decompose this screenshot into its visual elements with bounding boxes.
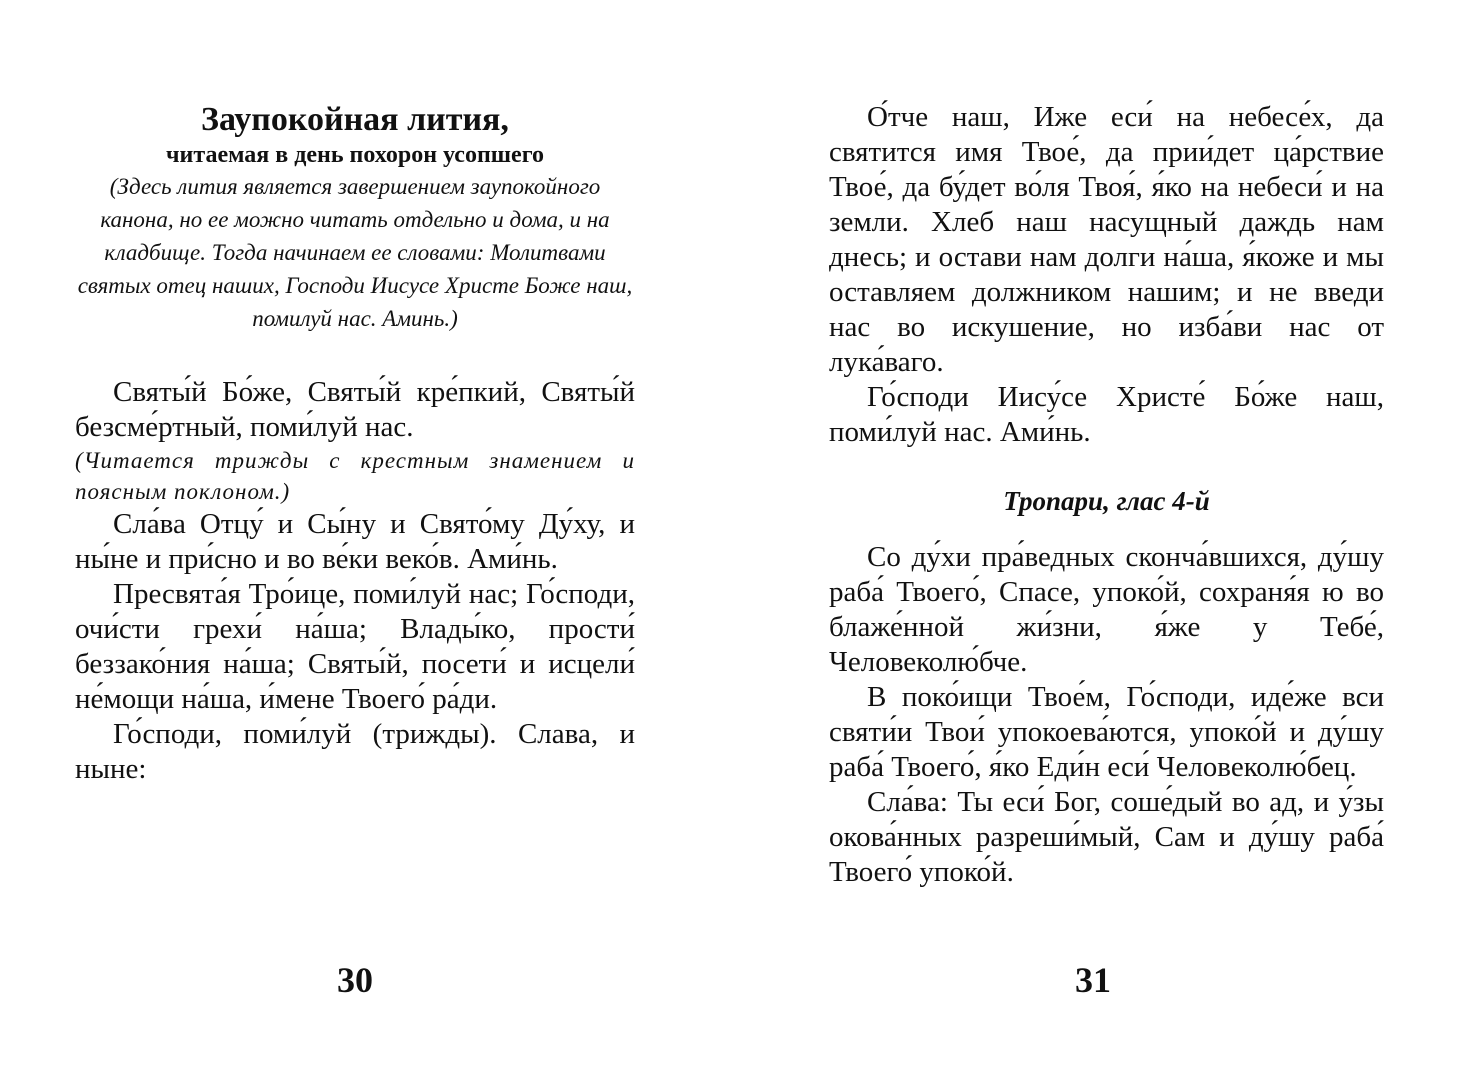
- troparion-3: Сла́ва: Ты еси́ Бог, соше́дый во ад, и у́зы окова́нных разреши́мый, Сам и ду́шу раба́ Твоего́ упоко́й.: [829, 786, 1384, 888]
- page-number-right: 31: [1075, 960, 1111, 1000]
- paragraph-lord-have-mercy: Го́споди, поми́луй (трижды). Слава, и ныне:: [75, 718, 635, 785]
- rubric-note: (Читается трижды с крестным знамением и поясным поклоном.): [75, 448, 635, 504]
- page-title: Заупокойная лития,: [201, 101, 509, 138]
- right-page: [741, 0, 1481, 1080]
- paragraph-lord-jesus: Го́споди Иису́се Христе́ Бо́же наш, поми́луй нас. Ами́нь.: [829, 381, 1384, 448]
- left-page-content: [75, 100, 635, 787]
- section-heading: Тропари, глас 4-й: [1003, 486, 1210, 516]
- paragraph-our-father: О́тче наш, Иже еси́ на небесе́х, да святится имя Твое́, да прии́дет ца́рствие Твое́, да бу́дет во́ля Твоя́, я́ко на небеси́ и на земли. Хлеб наш насущный даждь нам днесь; и остави нам долги на́ша, я́коже и мы оставляем должником нашим; и не введи нас во искушение, но изба́ви нас от лука́ваго.: [829, 101, 1384, 378]
- spacer: [75, 335, 635, 375]
- troparion-2: В поко́ищи Твое́м, Го́споди, иде́же вси святи́и Твои́ упокоева́ются, упоко́й и ду́шу раба́ Твоего́, я́ко Еди́н еси́ Человеколю́бец.: [829, 681, 1384, 783]
- right-page-content: [829, 100, 1384, 890]
- left-page: [0, 0, 740, 1080]
- spacer: [829, 450, 1384, 484]
- paragraph-holy-trinity: Пресвята́я Тро́ице, поми́луй нас; Го́споди, очи́сти грехи́ на́ша; Влады́ко, прости́ беззако́ния на́ша; Святы́й, посети́ и исцели́ не́мощи на́ша, и́мене Твоего́ ра́ди.: [75, 578, 635, 715]
- page-number-left: 30: [337, 960, 373, 1000]
- paragraph-trisagion: Святы́й Бо́же, Святы́й кре́пкий, Святы́й безсме́ртный, поми́луй нас.: [75, 376, 635, 443]
- intro-note: (Здесь лития является завершением заупокойного канона, но ее можно читать отдельно и дома, и на кладбище. Тогда начинаем ее словами: Молитвами святых отец наших, Господи Иисусе Христе Боже наш, помилуй нас. Аминь.): [77, 174, 633, 331]
- paragraph-glory: Сла́ва Отцу́ и Сы́ну и Свято́му Ду́ху, и ны́не и при́сно и во ве́ки веко́в. Ами́нь.: [75, 508, 635, 575]
- spacer: [829, 518, 1384, 540]
- page-subtitle: читаемая в день похорон усопшего: [166, 142, 544, 168]
- troparion-1: Со ду́хи пра́ведных сконча́вшихся, ду́шу раба́ Твоего́, Спасе, упоко́й, сохраня́я ю во блаже́нной жи́зни, я́же у Тебе́, Человеколю́бче.: [829, 541, 1384, 678]
